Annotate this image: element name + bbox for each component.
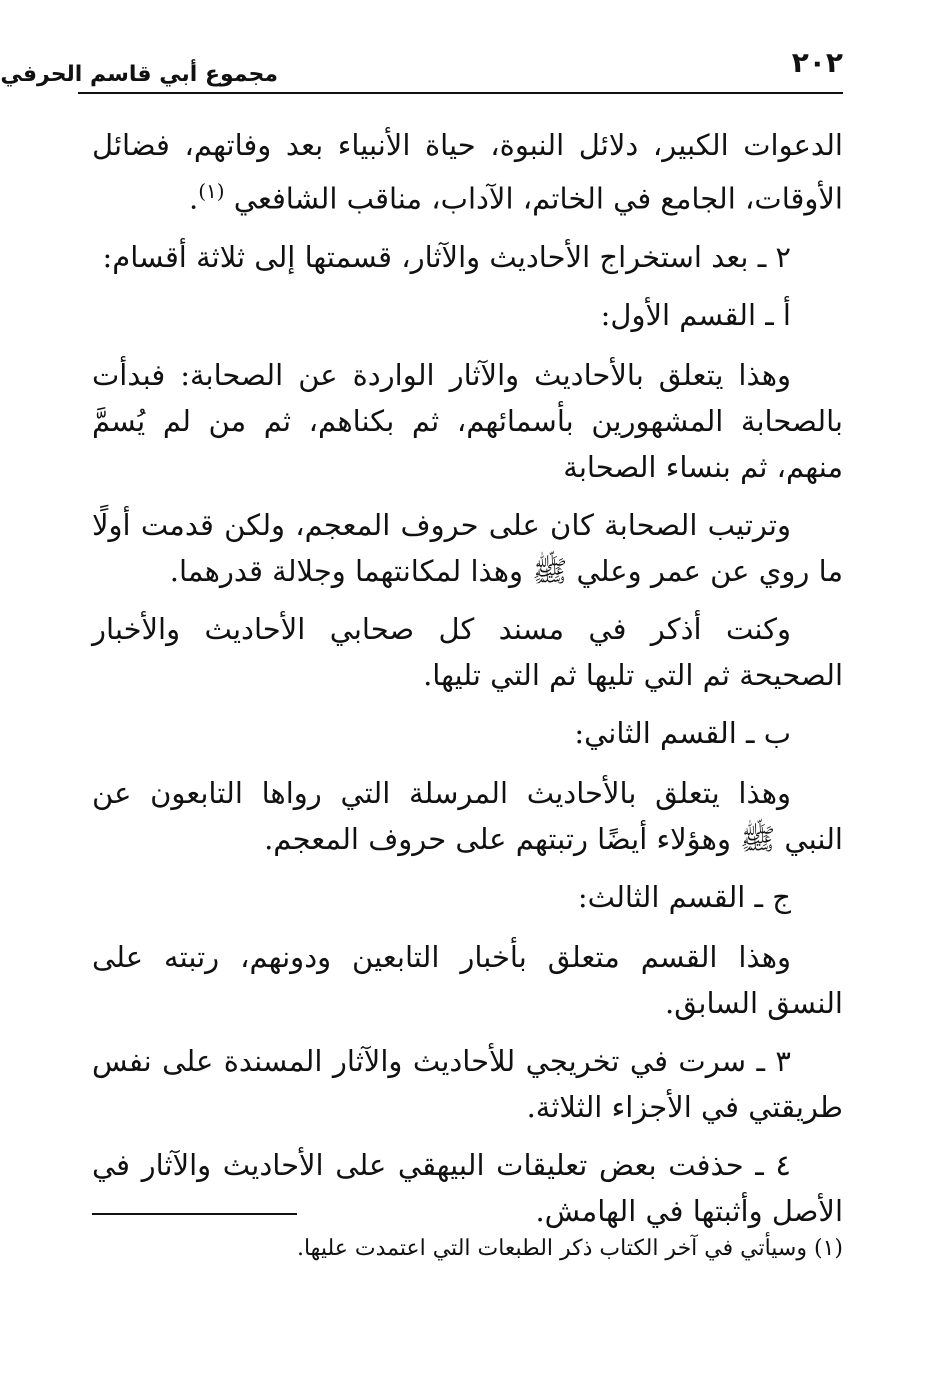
book-title: مجموع أبي قاسم الحرفي [0,62,278,87]
footnote-divider [92,1213,297,1215]
paragraph-second-section: وهذا يتعلق بالأحاديث المرسلة التي رواها التابعون عن النبي ﷺ وهؤلاء أيضًا رتبتهم على حروف المعجم. [92,775,843,856]
footnote-text: وسيأتي في آخر الكتاب ذكر الطبعات التي اعتمدت عليها. [296,1236,807,1261]
paragraph-third-section: وهذا القسم متعلق بأخبار التابعين ودونهم، رتبته على النسق السابق. [92,939,843,1020]
paragraph-first-section: وهذا يتعلق بالأحاديث والآثار الواردة عن الصحابة: فبدأت بالصحابة المشهورين بأسمائهم، ثم بكناهم، ثم من لم يُسمَّ منهم، ثم بنساء الصحابة [92,357,843,484]
paragraph-point-2: ٢ ـ بعد استخراج الأحاديث والآثار، قسمتها إلى ثلاثة أقسام: [102,239,791,274]
paragraph-text: الدعوات الكبير، دلائل النبوة، حياة الأنبياء بعد وفاتهم، فضائل الأوقات، الجامع في الخاتم، الآداب، مناقب الشافعي [92,128,843,216]
section-heading-second: ب ـ القسم الثاني: [574,715,791,750]
page-number: ٢٠٢ [791,46,843,79]
section-heading-third: ج ـ القسم الثالث: [577,879,791,914]
page-header [0,44,843,94]
paragraph-companions-order: وترتيب الصحابة كان على حروف المعجم، ولكن قدمت أولًا ما روي عن عمر وعلي ﷺ وهذا لمكانتهما وجلالة قدرهما. [92,507,843,588]
footnote-reference: (١) [198,179,225,203]
footnote-marker: (١) [813,1236,843,1261]
section-heading-first: أ ـ القسم الأول: [600,297,791,332]
paragraph-book-list: الدعوات الكبير، دلائل النبوة، حياة الأنبياء بعد وفاتهم، فضائل الأوقات، الجامع في الخاتم، الآداب، مناقب الشافعي $^{(١)}$. [92,128,843,216]
paragraph-point-4: ٤ ـ حذفت بعض تعليقات البيهقي على الأحاديث والآثار في الأصل وأثبتها في الهامش. [92,1147,843,1228]
body-text [92,122,843,1246]
paragraph-musnad-order: وكنت أذكر في مسند كل صحابي الأحاديث والأخبار الصحيحة ثم التي تليها ثم التي تليها. [92,611,843,692]
paragraph-point-3: ٣ ـ سرت في تخريجي للأحاديث والآثار المسندة على نفس طريقتي في الأجزاء الثلاثة. [92,1043,843,1124]
footnote [92,1232,843,1266]
